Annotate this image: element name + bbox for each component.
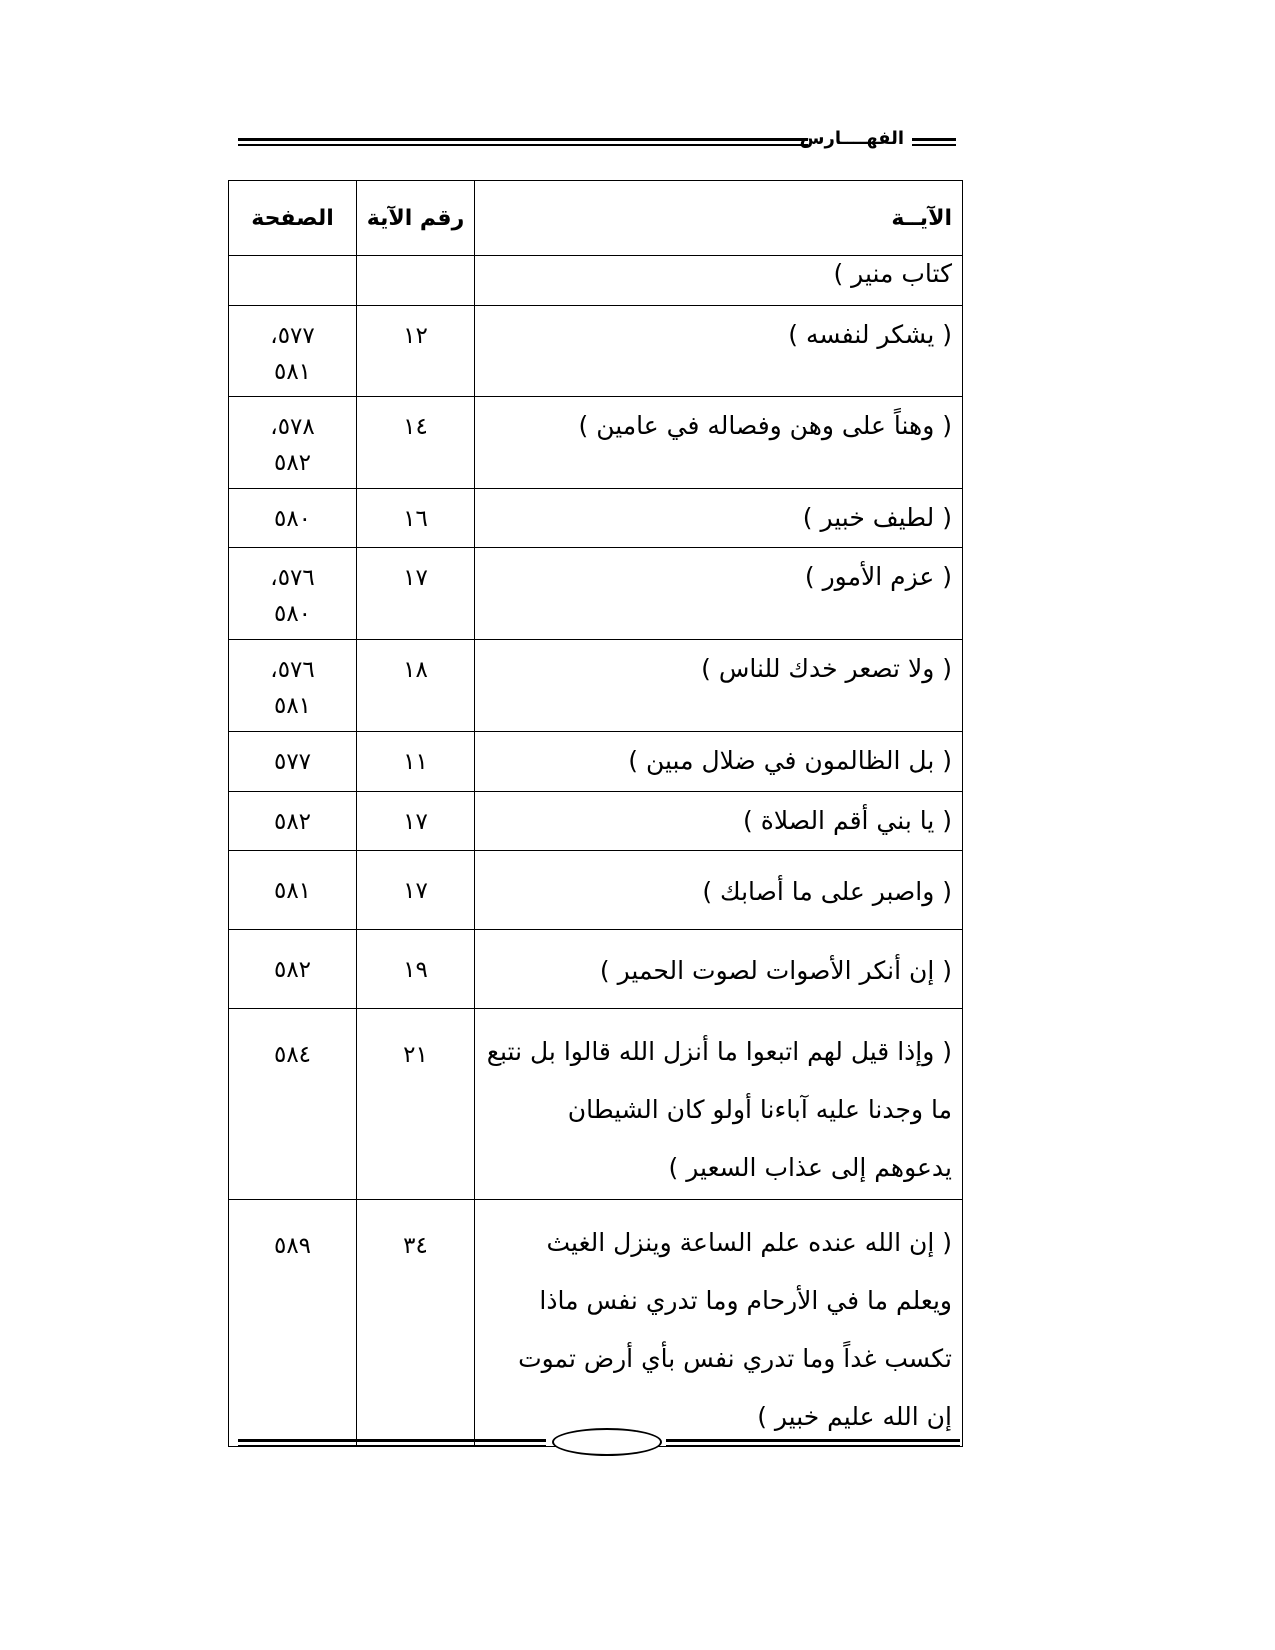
table-row [229, 256, 963, 306]
table-row [229, 732, 963, 792]
page-number: ٥٨٩ [273, 1233, 312, 1259]
verse-number [357, 256, 475, 306]
page-numbers [229, 397, 357, 489]
verse-text: ( عزم الأمور ) [475, 548, 963, 640]
page-numbers [229, 548, 357, 640]
verse-text: ( يشكر لنفسه ) [475, 306, 963, 397]
page-numbers [229, 489, 357, 548]
header-rule-long [238, 138, 808, 146]
verse-number: ١٨ [357, 640, 475, 732]
page-number: ٥٨٠ [273, 506, 312, 532]
page-number: ٥٧٨، [270, 414, 315, 440]
verse-text: ( وهناً على وهن وفصاله في عامين ) [475, 397, 963, 489]
verse-number: ١١ [357, 732, 475, 792]
verse-number: ١٧ [357, 548, 475, 640]
column-header-verse: الآيــة [475, 181, 963, 256]
page-number: ٥٨٢ [273, 957, 312, 983]
footer-rule-left [238, 1439, 546, 1447]
page-number: ٥٨٢ [273, 450, 312, 476]
page-number: ٥٨١ [273, 359, 312, 385]
verse-number: ١٧ [357, 851, 475, 930]
page-number: ٥٨١ [273, 878, 312, 904]
page-numbers [229, 851, 357, 930]
page-number: ٥٧٧ [273, 749, 312, 775]
column-header-verse-number: رقم الآية [357, 181, 475, 256]
page-number: ٥٨١ [273, 693, 312, 719]
verse-text: ( يا بني أقم الصلاة ) [475, 792, 963, 851]
verse-index-table [228, 180, 963, 1447]
page-footer [238, 1430, 960, 1456]
table-row [229, 489, 963, 548]
verse-number: ١٦ [357, 489, 475, 548]
header-title: الفهــــارس [799, 128, 904, 149]
page-number: ٥٧٦، [270, 565, 315, 591]
page-numbers [229, 930, 357, 1009]
page-numbers [229, 732, 357, 792]
verse-text: ( واصبر على ما أصابك ) [475, 851, 963, 930]
table-row [229, 548, 963, 640]
page-numbers [229, 640, 357, 732]
verse-number: ٣٤ [357, 1200, 475, 1447]
table-row [229, 1009, 963, 1200]
page-numbers [229, 1200, 357, 1447]
table-row [229, 792, 963, 851]
verse-number: ١٩ [357, 930, 475, 1009]
table-row [229, 306, 963, 397]
page-numbers [229, 256, 357, 306]
verse-number: ١٢ [357, 306, 475, 397]
page-numbers [229, 792, 357, 851]
header-rule-short [912, 138, 956, 146]
verse-text: ( بل الظالمون في ضلال مبين ) [475, 732, 963, 792]
page-number: ٥٨٠ [273, 601, 312, 627]
verse-text: ( وإذا قيل لهم اتبعوا ما أنزل الله قالوا بل نتبع ما وجدنا عليه آباءنا أولو كان الشيطان يدعوهم إلى عذاب السعير ) [475, 1009, 963, 1200]
verse-text: كتاب منير ) [475, 256, 963, 306]
table-row [229, 851, 963, 930]
footer-rule-right [666, 1439, 960, 1447]
running-header [238, 130, 956, 154]
verse-text: ( إن أنكر الأصوات لصوت الحمير ) [475, 930, 963, 1009]
verse-text: ( إن الله عنده علم الساعة وينزل الغيث ويعلم ما في الأرحام وما تدري نفس ماذا تكسب غداً وما تدري نفس بأي أرض تموت إن الله عليم خبير ) [475, 1200, 963, 1447]
page-number: ٥٧٧، [270, 323, 315, 349]
page-numbers [229, 306, 357, 397]
verse-number: ٢١ [357, 1009, 475, 1200]
table-row [229, 640, 963, 732]
verse-number: ١٧ [357, 792, 475, 851]
column-header-page: الصفحة [229, 181, 357, 256]
page-number-oval [552, 1428, 662, 1456]
page-number: ٥٧٦، [270, 657, 315, 683]
verse-text: ( لطيف خبير ) [475, 489, 963, 548]
page-number: ٥٨٢ [273, 809, 312, 835]
table-row [229, 930, 963, 1009]
table-row [229, 397, 963, 489]
verse-number: ١٤ [357, 397, 475, 489]
table-header-row [229, 181, 963, 256]
verse-text: ( ولا تصعر خدك للناس ) [475, 640, 963, 732]
table-row [229, 1200, 963, 1447]
page-number: ٥٨٤ [273, 1042, 312, 1068]
page-numbers [229, 1009, 357, 1200]
